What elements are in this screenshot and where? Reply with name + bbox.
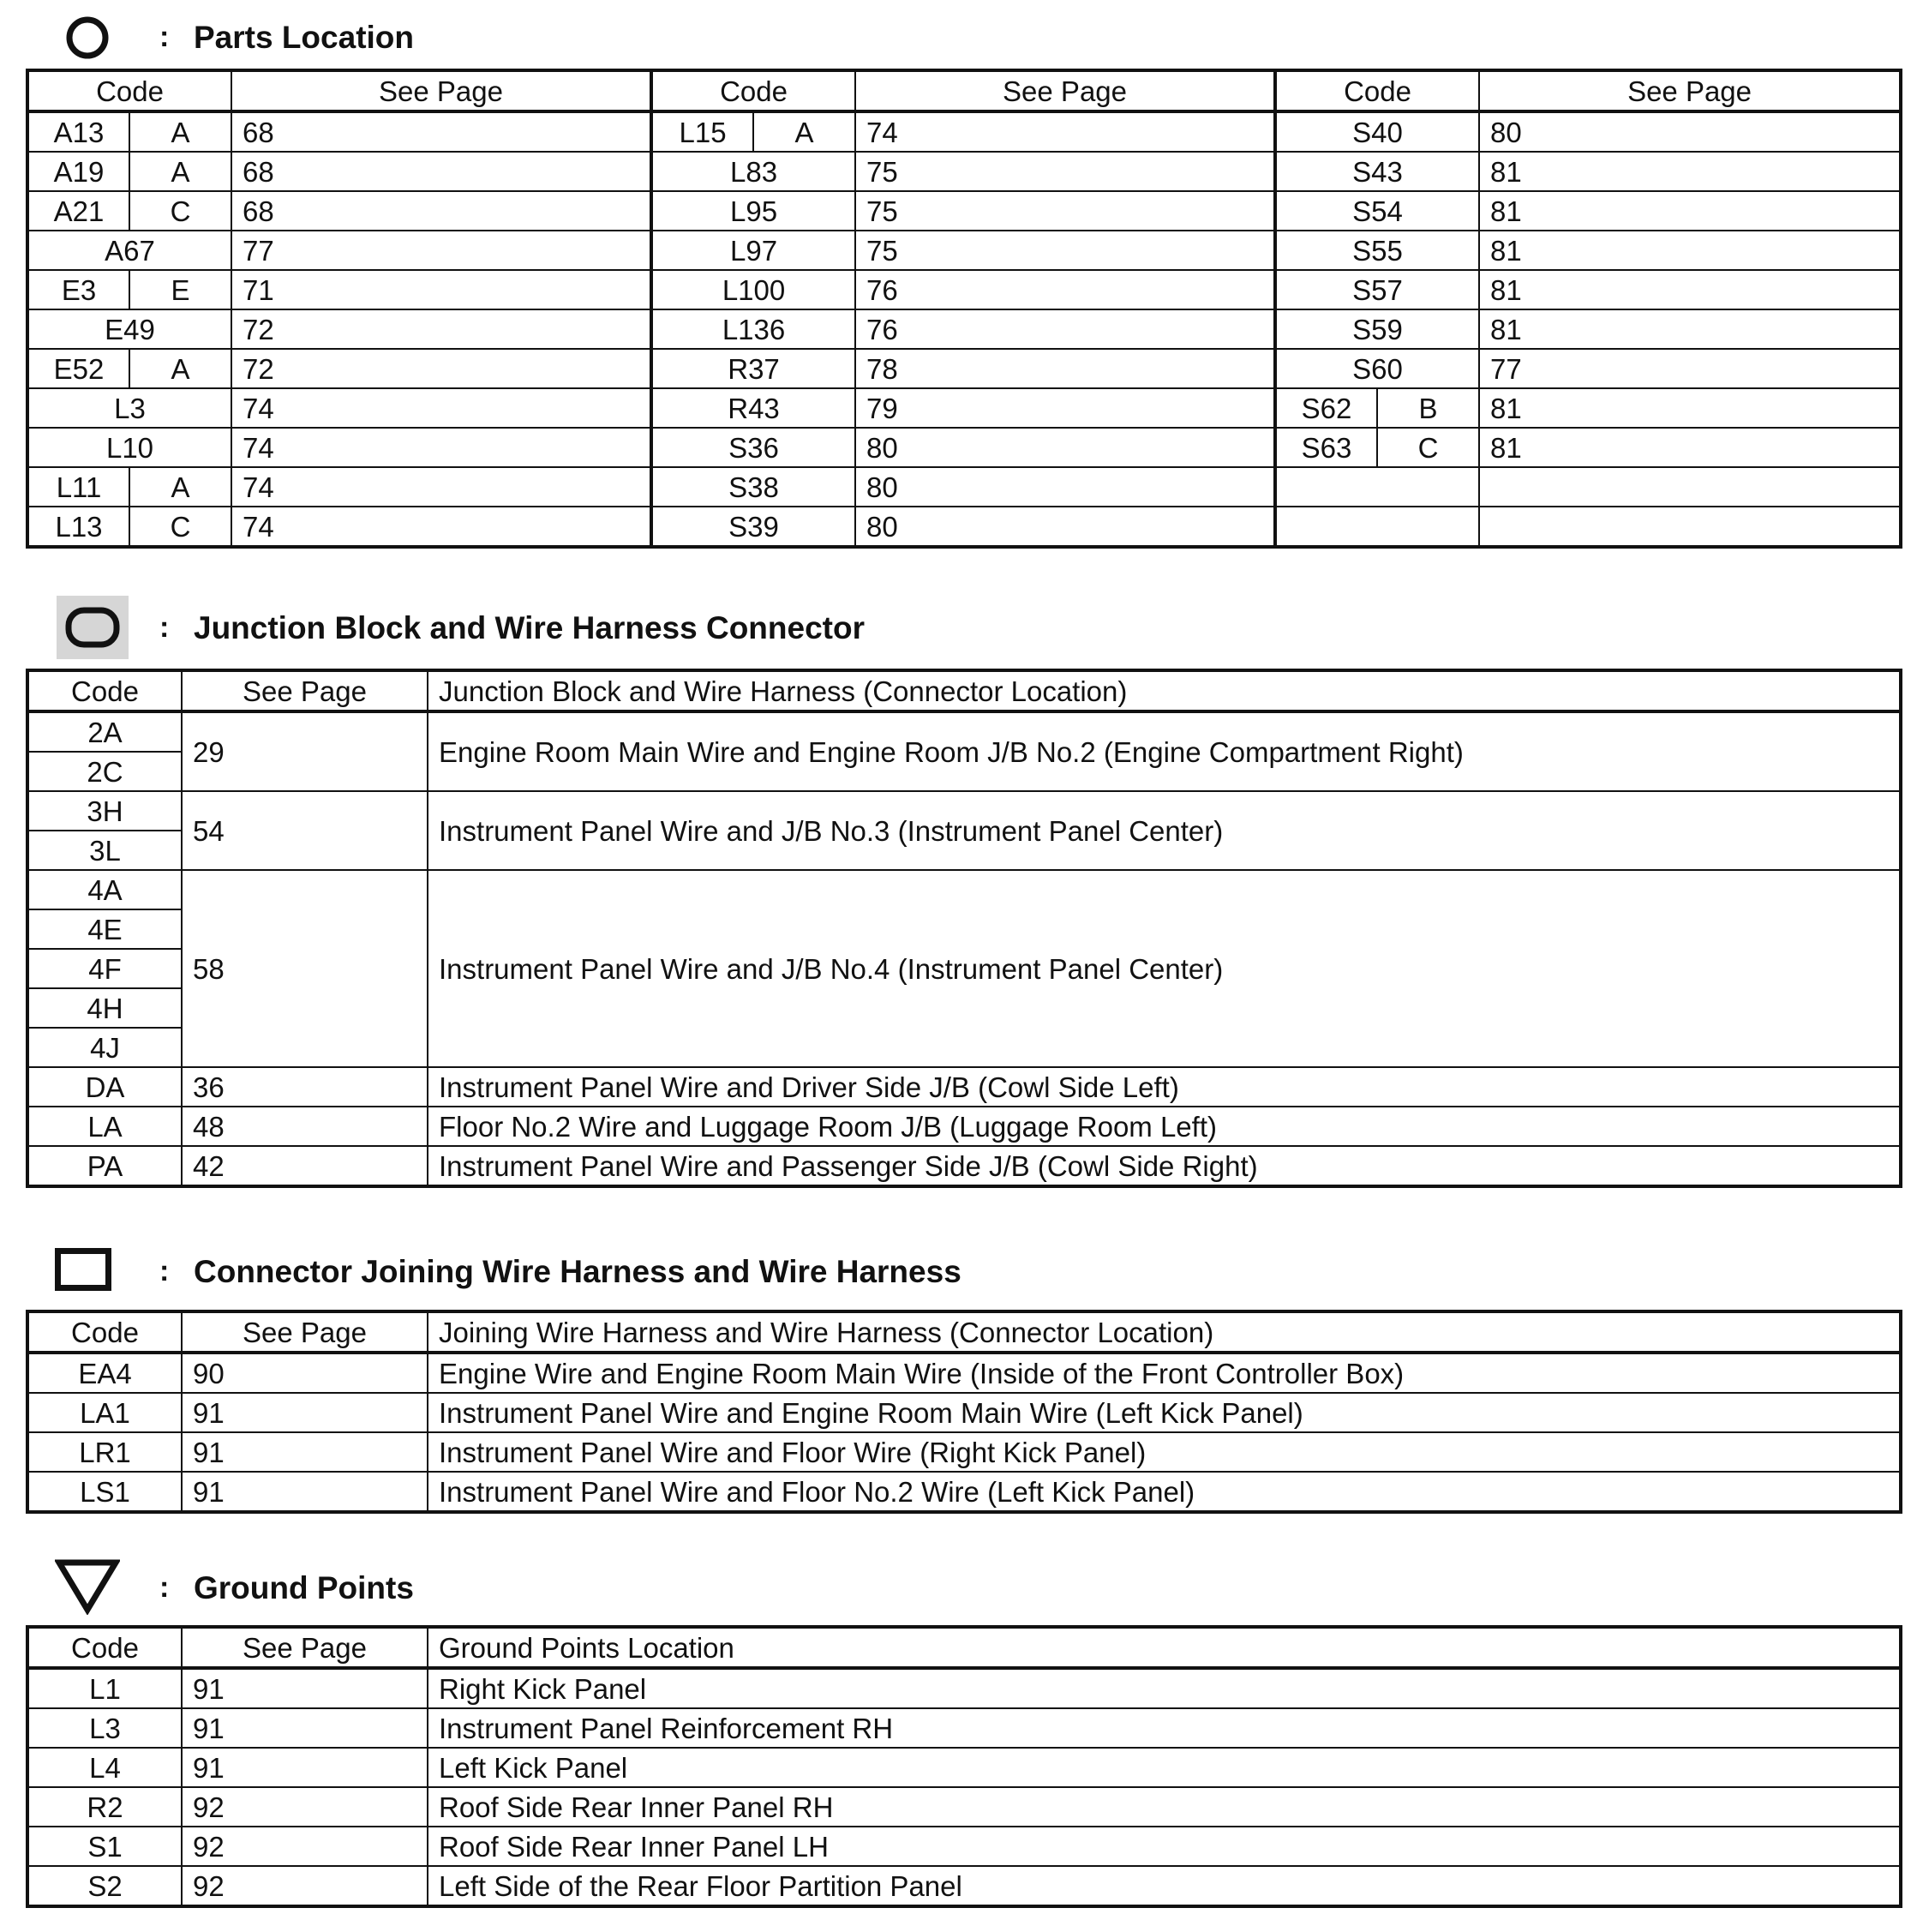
- header-row: [27, 1627, 1901, 1668]
- part-see-page: 75: [855, 191, 1275, 231]
- header-code: Code: [27, 670, 182, 711]
- connector-location: Instrument Panel Wire and J/B No.3 (Instrument Panel Center): [428, 791, 1901, 870]
- row-see-page: 92: [182, 1787, 428, 1827]
- part-see-page: 79: [855, 388, 1275, 428]
- part-code: L3: [27, 388, 231, 428]
- part-sub-code: A: [753, 111, 855, 152]
- joining-connector-table: [26, 1310, 1902, 1514]
- table-row: [27, 1393, 1901, 1432]
- part-code: L100: [651, 270, 855, 309]
- part-code: S36: [651, 428, 855, 467]
- header-row: [27, 1311, 1901, 1353]
- row-location: Roof Side Rear Inner Panel RH: [428, 1787, 1901, 1827]
- rounded-rect-icon: [57, 596, 129, 663]
- connector-see-page: 36: [182, 1067, 428, 1107]
- connector-code: 4E: [27, 909, 182, 949]
- row-location: Right Kick Panel: [428, 1668, 1901, 1708]
- part-see-page: 72: [231, 309, 651, 349]
- table-row: [27, 1708, 1901, 1748]
- table-row: [27, 1107, 1901, 1146]
- part-code: L15: [651, 111, 753, 152]
- header-row: [27, 70, 1901, 111]
- header-see-page: See Page: [1479, 70, 1901, 111]
- part-code: E52: [27, 349, 129, 388]
- part-see-page: 74: [231, 507, 651, 547]
- connector-location: Floor No.2 Wire and Luggage Room J/B (Luggage Room Left): [428, 1107, 1901, 1146]
- connector-code: 3H: [27, 791, 182, 831]
- part-code: S55: [1275, 231, 1479, 270]
- part-see-page: 80: [855, 467, 1275, 507]
- connector-location: Instrument Panel Wire and Passenger Side J/B (Cowl Side Right): [428, 1146, 1901, 1186]
- header-code: Code: [1275, 70, 1479, 111]
- part-see-page: 71: [231, 270, 651, 309]
- table-row: [27, 467, 1901, 507]
- part-code: A19: [27, 152, 129, 191]
- row-see-page: 92: [182, 1866, 428, 1906]
- row-location: Instrument Panel Wire and Floor No.2 Wire (Left Kick Panel): [428, 1472, 1901, 1512]
- table-row: [27, 1787, 1901, 1827]
- part-code: E3: [27, 270, 129, 309]
- table-row: [27, 270, 1901, 309]
- part-code: [1275, 467, 1479, 507]
- ground-points-heading: [0, 1550, 1923, 1627]
- header-location: Ground Points Location: [428, 1627, 1901, 1668]
- heading-colon: :: [159, 611, 170, 644]
- row-see-page: 91: [182, 1393, 428, 1432]
- table-row: [27, 1827, 1901, 1866]
- part-see-page: 72: [231, 349, 651, 388]
- parts-location-table: [26, 69, 1902, 549]
- connector-code: 3L: [27, 831, 182, 870]
- part-see-page: 80: [1479, 111, 1901, 152]
- part-see-page: 81: [1479, 428, 1901, 467]
- connector-see-page: 54: [182, 791, 428, 870]
- header-row: [27, 670, 1901, 711]
- table-row: [27, 507, 1901, 547]
- part-code: S57: [1275, 270, 1479, 309]
- part-see-page: 68: [231, 191, 651, 231]
- table-row: [27, 1067, 1901, 1107]
- header-see-page: See Page: [231, 70, 651, 111]
- table-row: [27, 349, 1901, 388]
- row-code: LA1: [27, 1393, 182, 1432]
- junction-block-heading: [0, 591, 1923, 669]
- table-row: [27, 1748, 1901, 1787]
- row-code: EA4: [27, 1353, 182, 1393]
- row-see-page: 91: [182, 1708, 428, 1748]
- table-row: [27, 1472, 1901, 1512]
- table-row: [27, 191, 1901, 231]
- part-see-page: 68: [231, 111, 651, 152]
- header-code: Code: [27, 1311, 182, 1353]
- header-location: Junction Block and Wire Harness (Connector Location): [428, 670, 1901, 711]
- part-sub-code: E: [129, 270, 231, 309]
- row-code: L1: [27, 1668, 182, 1708]
- connector-code: 4A: [27, 870, 182, 909]
- table-row: [27, 388, 1901, 428]
- part-see-page: 80: [855, 428, 1275, 467]
- connector-code: 2A: [27, 711, 182, 752]
- part-code: A13: [27, 111, 129, 152]
- part-sub-code: A: [129, 152, 231, 191]
- part-code: A21: [27, 191, 129, 231]
- heading-colon: :: [159, 21, 170, 53]
- part-see-page: 78: [855, 349, 1275, 388]
- row-location: Instrument Panel Wire and Engine Room Main Wire (Left Kick Panel): [428, 1393, 1901, 1432]
- header-code: Code: [27, 70, 231, 111]
- parts-location-heading: [0, 0, 1923, 77]
- circle-icon: [65, 15, 110, 64]
- part-see-page: 75: [855, 231, 1275, 270]
- part-code: L97: [651, 231, 855, 270]
- row-code: S1: [27, 1827, 182, 1866]
- connector-location: Engine Room Main Wire and Engine Room J/B No.2 (Engine Compartment Right): [428, 711, 1901, 791]
- part-see-page: 74: [231, 428, 651, 467]
- square-icon: [55, 1248, 111, 1295]
- section-title: Connector Joining Wire Harness and Wire Harness: [194, 1254, 962, 1289]
- part-see-page: [1479, 467, 1901, 507]
- part-code: R43: [651, 388, 855, 428]
- connector-location: Instrument Panel Wire and J/B No.4 (Instrument Panel Center): [428, 870, 1901, 1067]
- part-code: [1275, 507, 1479, 547]
- part-sub-code: B: [1377, 388, 1479, 428]
- part-code: S59: [1275, 309, 1479, 349]
- part-code: S39: [651, 507, 855, 547]
- part-see-page: 77: [1479, 349, 1901, 388]
- connector-see-page: 58: [182, 870, 428, 1067]
- section-title: Ground Points: [194, 1570, 414, 1605]
- table-row: [27, 111, 1901, 152]
- part-code: S54: [1275, 191, 1479, 231]
- heading-colon: :: [159, 1571, 170, 1604]
- table-row: [27, 1146, 1901, 1186]
- row-location: Left Kick Panel: [428, 1748, 1901, 1787]
- part-code: L95: [651, 191, 855, 231]
- part-see-page: 81: [1479, 270, 1901, 309]
- connector-code: PA: [27, 1146, 182, 1186]
- row-location: Left Side of the Rear Floor Partition Panel: [428, 1866, 1901, 1906]
- part-see-page: 74: [855, 111, 1275, 152]
- table-row: [27, 870, 1901, 909]
- part-sub-code: C: [129, 191, 231, 231]
- part-see-page: 77: [231, 231, 651, 270]
- part-code: L83: [651, 152, 855, 191]
- row-location: Engine Wire and Engine Room Main Wire (Inside of the Front Controller Box): [428, 1353, 1901, 1393]
- connector-code: 4F: [27, 949, 182, 988]
- part-code: E49: [27, 309, 231, 349]
- row-code: LR1: [27, 1432, 182, 1472]
- part-code: S43: [1275, 152, 1479, 191]
- row-location: Roof Side Rear Inner Panel LH: [428, 1827, 1901, 1866]
- part-code: S38: [651, 467, 855, 507]
- part-code: S60: [1275, 349, 1479, 388]
- part-see-page: 76: [855, 270, 1275, 309]
- row-see-page: 91: [182, 1432, 428, 1472]
- header-see-page: See Page: [182, 670, 428, 711]
- part-sub-code: A: [129, 349, 231, 388]
- part-code: L10: [27, 428, 231, 467]
- part-see-page: 68: [231, 152, 651, 191]
- connector-code: 4H: [27, 988, 182, 1028]
- part-sub-code: A: [129, 467, 231, 507]
- part-code: R37: [651, 349, 855, 388]
- part-see-page: 76: [855, 309, 1275, 349]
- table-row: [27, 1668, 1901, 1708]
- header-location: Joining Wire Harness and Wire Harness (Connector Location): [428, 1311, 1901, 1353]
- part-code: L136: [651, 309, 855, 349]
- part-see-page: 81: [1479, 309, 1901, 349]
- table-row: [27, 428, 1901, 467]
- table-row: [27, 309, 1901, 349]
- connector-code: LA: [27, 1107, 182, 1146]
- part-see-page: 74: [231, 467, 651, 507]
- header-see-page: See Page: [855, 70, 1275, 111]
- connector-code: DA: [27, 1067, 182, 1107]
- header-see-page: See Page: [182, 1627, 428, 1668]
- part-see-page: 81: [1479, 191, 1901, 231]
- connector-see-page: 29: [182, 711, 428, 791]
- table-row: [27, 1353, 1901, 1393]
- part-sub-code: A: [129, 111, 231, 152]
- row-location: Instrument Panel Wire and Floor Wire (Right Kick Panel): [428, 1432, 1901, 1472]
- heading-colon: :: [159, 1255, 170, 1287]
- part-see-page: 81: [1479, 152, 1901, 191]
- part-code: S40: [1275, 111, 1479, 152]
- row-code: S2: [27, 1866, 182, 1906]
- table-row: [27, 791, 1901, 831]
- header-see-page: See Page: [182, 1311, 428, 1353]
- part-see-page: 81: [1479, 231, 1901, 270]
- connector-code: 2C: [27, 752, 182, 791]
- row-see-page: 90: [182, 1353, 428, 1393]
- table-row: [27, 1866, 1901, 1906]
- part-code: S63: [1275, 428, 1377, 467]
- part-sub-code: C: [1377, 428, 1479, 467]
- part-see-page: 80: [855, 507, 1275, 547]
- part-code: L11: [27, 467, 129, 507]
- part-see-page: [1479, 507, 1901, 547]
- part-code: A67: [27, 231, 231, 270]
- table-row: [27, 1432, 1901, 1472]
- table-row: [27, 231, 1901, 270]
- connector-code: 4J: [27, 1028, 182, 1067]
- triangle-down-icon: [55, 1558, 120, 1619]
- part-see-page: 74: [231, 388, 651, 428]
- connector-see-page: 48: [182, 1107, 428, 1146]
- joining-connector-heading: [0, 1234, 1923, 1311]
- row-code: R2: [27, 1787, 182, 1827]
- connector-see-page: 42: [182, 1146, 428, 1186]
- row-see-page: 91: [182, 1472, 428, 1512]
- row-code: LS1: [27, 1472, 182, 1512]
- section-title: Junction Block and Wire Harness Connector: [194, 610, 865, 645]
- row-code: L3: [27, 1708, 182, 1748]
- row-see-page: 91: [182, 1668, 428, 1708]
- header-code: Code: [27, 1627, 182, 1668]
- part-see-page: 75: [855, 152, 1275, 191]
- row-location: Instrument Panel Reinforcement RH: [428, 1708, 1901, 1748]
- table-row: [27, 152, 1901, 191]
- ground-points-table: [26, 1625, 1902, 1908]
- part-see-page: 81: [1479, 388, 1901, 428]
- table-row: [27, 711, 1901, 752]
- row-see-page: 92: [182, 1827, 428, 1866]
- row-code: L4: [27, 1748, 182, 1787]
- part-code: L13: [27, 507, 129, 547]
- connector-location: Instrument Panel Wire and Driver Side J/B (Cowl Side Left): [428, 1067, 1901, 1107]
- header-code: Code: [651, 70, 855, 111]
- section-title: Parts Location: [194, 20, 414, 55]
- part-code: S62: [1275, 388, 1377, 428]
- row-see-page: 91: [182, 1748, 428, 1787]
- junction-block-table: [26, 669, 1902, 1188]
- part-sub-code: C: [129, 507, 231, 547]
